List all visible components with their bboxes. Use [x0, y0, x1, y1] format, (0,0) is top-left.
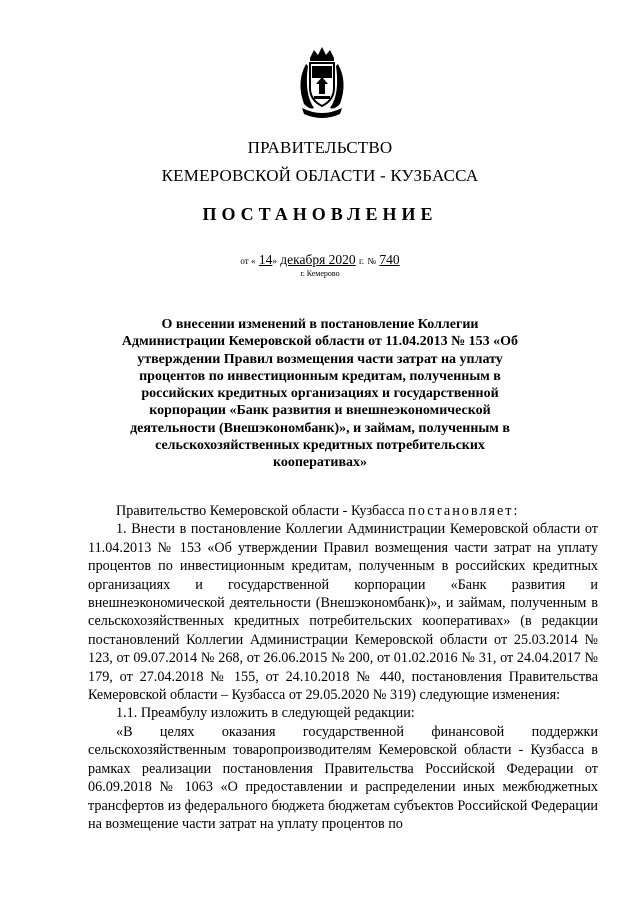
- document-number: 740: [379, 252, 400, 267]
- date-quote-close: »: [272, 256, 277, 266]
- date-year-suffix: г.: [359, 256, 364, 266]
- body-paragraph-quote: «В целях оказания государственной финансовой поддержки сельскохозяйственным товаропроизводителям Кемеровской области - Кузбасса в рамках реализации постановления Правительства Российской Федерации от 06.09.2018 № 1063 «О предоставлении и распределении иных межбюджетных трансфертов из федерального бюджета бюджетам субъектов Российской Федерации на возмещение части затрат на уплату процентов по: [88, 723, 598, 832]
- document-title: О внесении изменений в постановление Коллегии Администрации Кемеровской области от 11.04.2013 № 153 «Об утверждении Правил возмещения части затрат на уплату процентов по инвестиционным кредитам, полученным в российских кредитных организациях и государственной корпорации «Банк развития и внешнеэкономической деятельности (Внешэкономбанк)», и займам, полученным в сельскохозяйственных кредитных потребительских кооперативах»: [121, 317, 519, 471]
- city-label: г. Кемерово: [300, 269, 340, 278]
- date-month-year: декабря 2020: [280, 252, 356, 267]
- body-paragraph-1: 1. Внести в постановление Коллегии Администрации Кемеровской области от 11.04.2013 № 153 «Об утверждении Правил возмещения части затрат на уплату процентов по инвестиционным кредитам, полученным в российских кредитных организациях и государственной корпорации «Банк развития и внешнеэкономической деятельности (Внешэкономбанк)», и займам, полученным в сельскохозяйственных кредитных потребительских кооперативах» (в редакции постановлений Коллегии Администрации Кемеровской области от 25.03.2014 № 123, от 09.07.2014 № 268, от 26.06.2015 № 200, от 01.02.2016 № 31, от 24.04.2017 № 179, от 27.04.2018 № 155, от 24.10.2018 № 440, постановления Правительства Кемеровской области – Кузбасса от 29.05.2020 № 319) следующие изменения:: [88, 521, 598, 704]
- decree-keyword: постановляет: [408, 503, 514, 519]
- number-label: №: [367, 256, 376, 266]
- preamble-text: Правительство Кемеровской области - Кузбасса: [116, 503, 409, 519]
- body-paragraph-preamble: [88, 502, 598, 520]
- body-paragraph-1-1: 1.1. Преамбулу изложить в следующей редакции:: [116, 705, 415, 722]
- preamble-colon: :: [513, 503, 518, 519]
- coat-of-arms-icon: [292, 44, 352, 118]
- date-from-label: от «: [240, 256, 256, 266]
- document-body: [88, 502, 598, 833]
- document-type-heading: ПОСТАНОВЛЕНИЕ: [202, 204, 438, 224]
- org-name-line1: ПРАВИТЕЛЬСТВО: [247, 138, 393, 157]
- document-date-number: [0, 252, 640, 268]
- org-name-line2: КЕМЕРОВСКОЙ ОБЛАСТИ - КУЗБАССА: [161, 166, 479, 185]
- date-day: 14: [258, 252, 273, 267]
